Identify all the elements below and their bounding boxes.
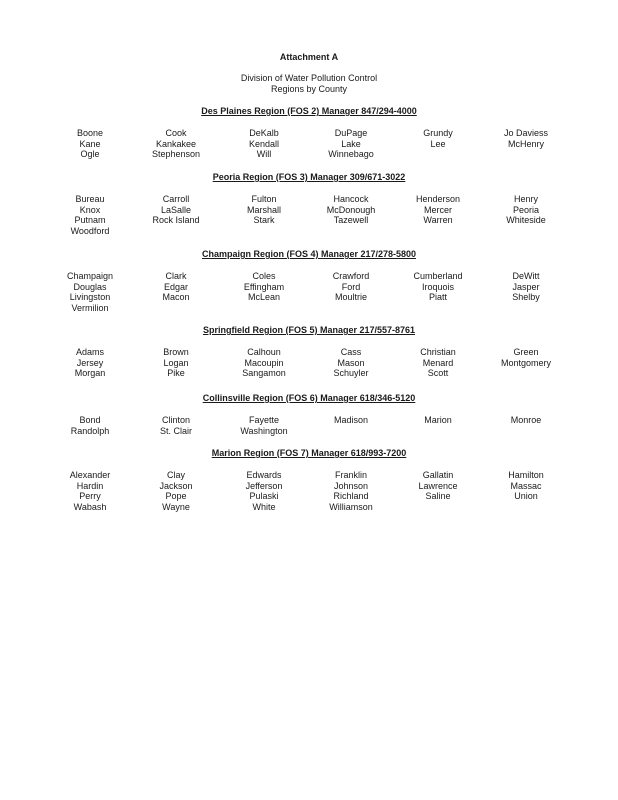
county-name: Williamson [329, 501, 373, 512]
county-name: Mercer [423, 204, 452, 215]
county-name: Clinton [161, 415, 190, 425]
region-heading: Peoria Region (FOS 3) Manager 309/671-3022 [212, 172, 406, 182]
county-name: Shelby [512, 292, 540, 302]
county-name: Edwards [246, 470, 282, 480]
county-column [476, 470, 576, 502]
county-column [40, 194, 140, 236]
county-name: Fayette [248, 415, 279, 425]
county-column [388, 415, 488, 426]
county-name: Morgan [74, 368, 106, 378]
county-column [301, 194, 401, 226]
county-column [301, 415, 401, 426]
county-name: Union [514, 491, 538, 501]
county-name: Woodford [70, 225, 110, 236]
county-column [301, 470, 401, 512]
county-name: Cumberland [413, 271, 463, 281]
county-name: Franklin [334, 470, 367, 480]
county-column [214, 271, 314, 303]
county-column [214, 194, 314, 226]
county-name: Fulton [251, 194, 277, 204]
county-name: Jo Daviess [503, 128, 548, 138]
county-name: Monroe [510, 415, 542, 425]
county-name: St. Clair [159, 425, 192, 436]
county-name: Bureau [75, 194, 105, 204]
county-name: Putnam [74, 215, 106, 225]
county-name: Hardin [76, 480, 104, 491]
county-name: Pulaski [249, 491, 279, 501]
county-column [214, 347, 314, 379]
county-name: Gallatin [422, 470, 454, 480]
county-name: Marion [424, 415, 452, 425]
county-column [40, 271, 140, 313]
county-name: Washington [240, 425, 288, 436]
county-name: Moultrie [334, 292, 367, 302]
county-name: Christian [420, 347, 456, 357]
county-name: Hancock [333, 194, 369, 204]
county-name: Tazewell [333, 215, 369, 225]
county-column [126, 271, 226, 303]
county-name: McLean [247, 292, 281, 302]
county-name: Crawford [332, 271, 370, 281]
county-column [126, 415, 226, 436]
county-name: Kankakee [155, 138, 197, 149]
county-name: Jersey [76, 357, 104, 368]
county-name: Clay [166, 470, 185, 480]
county-name: Schuyler [333, 368, 369, 378]
county-name: Adams [75, 347, 104, 357]
county-name: Rock Island [152, 215, 200, 225]
county-column [476, 415, 576, 426]
county-name: Logan [163, 357, 189, 368]
county-name: Scott [427, 368, 449, 378]
county-name: Piatt [428, 292, 447, 302]
county-name: Wayne [162, 501, 190, 512]
county-column [388, 194, 488, 226]
county-name: Hamilton [508, 470, 544, 480]
county-name: Peoria [512, 204, 539, 215]
document-subtitle: Regions by County [270, 84, 348, 94]
county-column [214, 128, 314, 160]
county-name: Massac [510, 480, 542, 491]
county-name: McDonough [326, 204, 376, 215]
county-name: Winnebago [328, 149, 374, 159]
county-name: Jefferson [245, 480, 283, 491]
county-name: Will [256, 149, 272, 159]
county-name: Macoupin [244, 357, 284, 368]
county-name: Iroquois [421, 281, 455, 292]
county-name: Brown [163, 347, 189, 357]
county-name: Cass [340, 347, 362, 357]
county-column [301, 128, 401, 160]
county-name: Clark [165, 271, 187, 281]
region-heading: Springfield Region (FOS 5) Manager 217/557-8761 [202, 325, 416, 335]
county-name: Henry [513, 194, 538, 204]
county-column [214, 415, 314, 436]
county-column [476, 347, 576, 368]
county-name: Richland [333, 491, 369, 501]
county-column [214, 470, 314, 512]
county-name: Macon [162, 292, 190, 302]
county-name: Johnson [333, 480, 369, 491]
county-name: Champaign [66, 271, 114, 281]
county-name: Henderson [415, 194, 461, 204]
county-name: DeKalb [249, 128, 279, 138]
county-name: Montgomery [500, 357, 552, 368]
county-column [40, 347, 140, 379]
county-column [126, 194, 226, 226]
county-name: Grundy [423, 128, 453, 138]
county-name: Bond [79, 415, 101, 425]
county-name: Alexander [69, 470, 111, 480]
county-name: Wabash [73, 501, 107, 512]
region-heading: Des Plaines Region (FOS 2) Manager 847/294-4000 [201, 106, 417, 116]
county-name: Knox [79, 204, 101, 215]
county-name: White [252, 501, 276, 512]
county-name: Kane [79, 138, 101, 149]
county-name: Carroll [162, 194, 190, 204]
county-name: Green [513, 347, 539, 357]
county-column [388, 128, 488, 149]
county-name: Douglas [73, 281, 107, 292]
county-column [40, 128, 140, 160]
county-column [301, 347, 401, 379]
county-name: Pope [165, 491, 187, 501]
county-name: Vermilion [71, 302, 109, 313]
county-name: Edgar [163, 281, 189, 292]
county-name: Cook [165, 128, 187, 138]
region-heading: Collinsville Region (FOS 6) Manager 618/346-5120 [202, 393, 416, 403]
county-name: Ogle [80, 149, 100, 159]
county-name: Mason [337, 357, 365, 368]
county-name: Jackson [159, 480, 193, 491]
county-name: DuPage [334, 128, 368, 138]
county-name: Effingham [243, 281, 285, 292]
county-name: Madison [333, 415, 369, 425]
county-name: Ford [341, 281, 361, 292]
county-name: DeWitt [512, 271, 540, 281]
county-column [388, 271, 488, 303]
county-column [388, 470, 488, 502]
county-name: Randolph [70, 425, 110, 436]
county-name: Perry [79, 491, 101, 501]
county-name: Lake [341, 138, 361, 149]
county-name: Sangamon [242, 368, 286, 378]
county-name: Lee [430, 138, 446, 149]
county-name: Coles [252, 271, 276, 281]
county-column [476, 194, 576, 226]
county-column [476, 271, 576, 303]
region-heading: Marion Region (FOS 7) Manager 618/993-7200 [211, 448, 407, 458]
document-title: Attachment A [279, 52, 339, 62]
county-name: LaSalle [160, 204, 192, 215]
county-column [40, 415, 140, 436]
county-column [476, 128, 576, 149]
county-name: Lawrence [418, 480, 458, 491]
county-name: Livingston [69, 292, 111, 302]
county-column [388, 347, 488, 379]
county-name: Pike [167, 368, 185, 378]
county-column [126, 470, 226, 512]
county-name: Stephenson [151, 149, 201, 159]
county-name: Boone [76, 128, 104, 138]
county-name: Menard [422, 357, 454, 368]
county-column [40, 470, 140, 512]
county-name: Marshall [246, 204, 281, 215]
county-name: Calhoun [247, 347, 281, 357]
county-name: Kendall [248, 138, 280, 149]
county-name: Jasper [512, 281, 540, 292]
county-name: Whiteside [506, 215, 546, 225]
region-heading: Champaign Region (FOS 4) Manager 217/278-5800 [201, 249, 417, 259]
division-name: Division of Water Pollution Control [240, 73, 378, 83]
county-column [301, 271, 401, 303]
county-name: McHenry [507, 138, 544, 149]
county-name: Stark [253, 215, 275, 225]
county-column [126, 347, 226, 379]
county-column [126, 128, 226, 160]
county-name: Warren [423, 215, 453, 225]
county-name: Saline [425, 491, 451, 501]
